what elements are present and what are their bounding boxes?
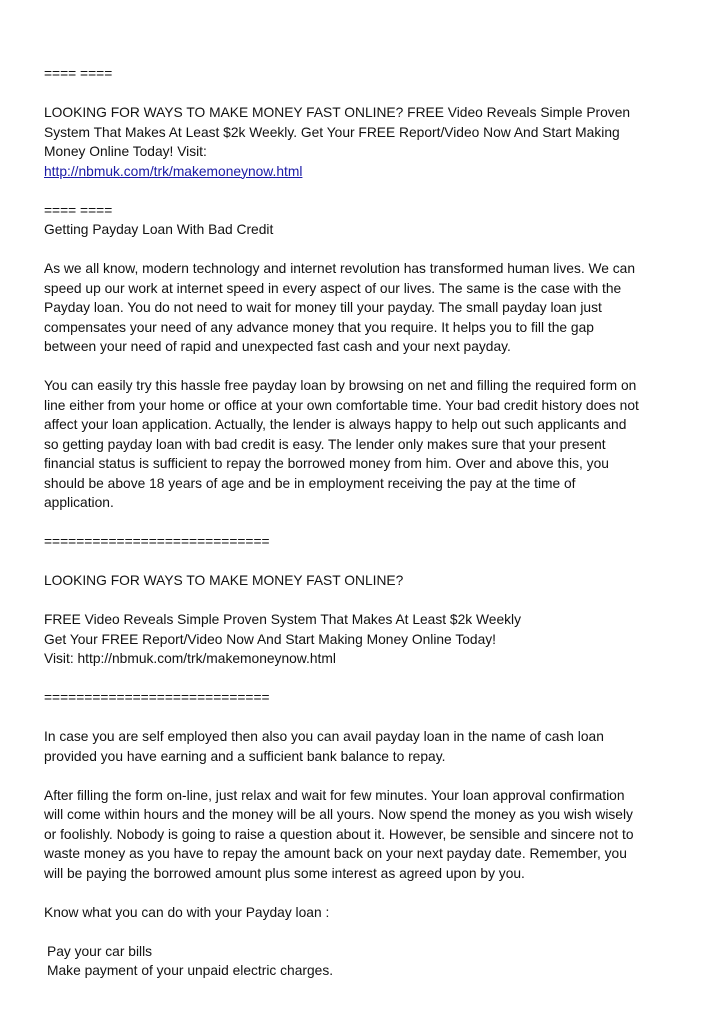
promo-link[interactable]: http://nbmuk.com/trk/makemoneynow.html bbox=[44, 163, 303, 179]
paragraph-line: After filling the form on-line, just relax and wait for few minutes. Your loan approval confirmation bbox=[44, 787, 625, 803]
separator-text: ==== ==== bbox=[44, 202, 113, 218]
paragraph-line: application. bbox=[44, 495, 114, 510]
paragraph-line: You can easily try this hassle free payday loan by browsing on net and filling the required form on bbox=[44, 378, 637, 393]
separator-text: ==== ==== bbox=[44, 66, 113, 81]
promo-line: System That Makes At Least $2k Weekly. Get Your FREE Report/Video Now And Start Making bbox=[44, 124, 620, 140]
paragraph-line: waste money as you have to repay the amount back on your next payday date. Remember, you bbox=[44, 846, 627, 861]
promo-line: Money Online Today! Visit: bbox=[44, 144, 207, 159]
paragraph-line: so getting payday loan with bad credit is easy. The lender only makes sure that your present bbox=[44, 436, 606, 452]
paragraph-line: line either from your home or office at your own comfortable time. Your bad credit history does not bbox=[44, 397, 639, 413]
paragraph-line: between your need of rapid and unexpected fast cash and your next payday. bbox=[44, 339, 511, 354]
promo-line: Get Your FREE Report/Video Now And Start Making Money Online Today! bbox=[44, 631, 496, 647]
paragraph-line: compensates your need of any advance money that you require. It helps you to fill the gap bbox=[44, 319, 594, 335]
separator-text: ============================ bbox=[44, 534, 270, 549]
title-block bbox=[44, 201, 694, 240]
paragraph-line: Payday loan. You do not need to wait for money till your payday. The small payday loan just bbox=[44, 300, 602, 315]
promo-block-middle bbox=[44, 610, 694, 669]
promo-heading: LOOKING FOR WAYS TO MAKE MONEY FAST ONLINE? bbox=[44, 573, 404, 588]
paragraph-line: will be paying the borrowed amount plus some interest as agreed upon by you. bbox=[44, 865, 525, 881]
paragraph-line: or foolishly. Nobody is going to raise a question about it. However, be sensible and sincere not to bbox=[44, 826, 634, 842]
paragraph-line: should be above 18 years of age and be in employment receiving the pay at the time of bbox=[44, 475, 576, 491]
paragraph-line: In case you are self employed then also you can avail payday loan in the name of cash loan bbox=[44, 729, 604, 744]
promo-line: FREE Video Reveals Simple Proven System That Makes At Least $2k Weekly bbox=[44, 612, 521, 627]
separator-long bbox=[44, 688, 694, 708]
list-intro-block bbox=[44, 903, 694, 923]
paragraph-line: financial status is sufficient to repay the borrowed money from him. Over and above this, you bbox=[44, 456, 609, 471]
paragraph-line: will come within hours and the money will be all yours. Now spend the money as you wish wisely bbox=[44, 807, 633, 822]
paragraph-3 bbox=[44, 727, 694, 766]
separator-text: ============================ bbox=[44, 690, 270, 705]
promo-heading-block bbox=[44, 571, 694, 591]
article-title: Getting Payday Loan With Bad Credit bbox=[44, 222, 274, 237]
paragraph-line: affect your loan application. Actually, the lender is always happy to help out such applicants and bbox=[44, 417, 627, 432]
paragraph-2 bbox=[44, 376, 694, 513]
promo-line: LOOKING FOR WAYS TO MAKE MONEY FAST ONLINE? FREE Video Reveals Simple Proven bbox=[44, 105, 631, 120]
list-intro: Know what you can do with your Payday loan : bbox=[44, 904, 330, 920]
document-body bbox=[44, 64, 694, 1000]
usage-list bbox=[44, 942, 694, 981]
list-item: Pay your car bills bbox=[47, 943, 153, 959]
paragraph-line: As we all know, modern technology and internet revolution has transformed human lives. We can bbox=[44, 261, 636, 276]
paragraph-line: speed up our work at internet speed in every aspect of our lives. The same is the case with the bbox=[44, 280, 622, 296]
paragraph-line: provided you have earning and a sufficient bank balance to repay. bbox=[44, 748, 446, 764]
separator-long bbox=[44, 532, 694, 552]
paragraph-4 bbox=[44, 786, 694, 884]
separator-short bbox=[44, 64, 694, 84]
paragraph-1 bbox=[44, 259, 694, 357]
promo-line: Visit: http://nbmuk.com/trk/makemoneynow.html bbox=[44, 651, 336, 666]
promo-block-top bbox=[44, 103, 694, 181]
list-item: Make payment of your unpaid electric charges. bbox=[47, 963, 334, 978]
